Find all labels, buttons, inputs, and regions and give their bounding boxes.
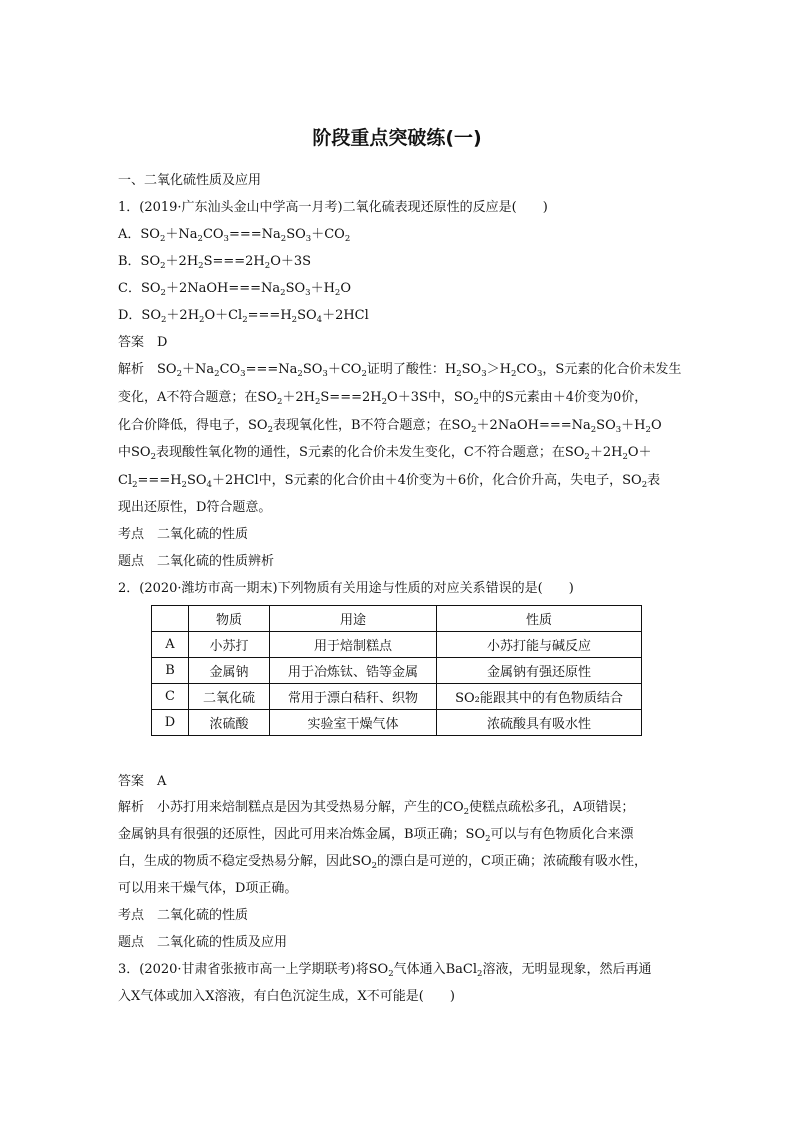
- text-run: ＋CO: [311, 227, 345, 242]
- subscript: 2: [132, 480, 138, 490]
- table-cell: 浓硫酸: [189, 710, 270, 736]
- text-run: 解析 SO: [118, 362, 177, 377]
- subscript: 2: [590, 425, 597, 435]
- subscript: 4: [206, 480, 212, 490]
- question-1-analysis-line: [118, 499, 271, 517]
- text-run: Cl: [118, 473, 133, 488]
- table-header-cell: [152, 606, 189, 632]
- subscript: 2: [291, 315, 298, 325]
- text-run: ===H: [137, 473, 182, 488]
- text-run: ＋2NaOH===Na: [476, 418, 591, 433]
- subscript: 3: [305, 234, 312, 244]
- question-1-option-c: [118, 280, 351, 298]
- table-cell: D: [152, 710, 189, 736]
- question-1-option-b: [118, 253, 311, 271]
- question-2-analysis-line: [118, 799, 634, 817]
- subscript: 2: [199, 315, 205, 325]
- text-run: CO: [516, 362, 537, 377]
- subscript: 3: [223, 234, 229, 244]
- subscript: 2: [276, 397, 283, 407]
- text-run: 使糕点疏松多孔，A项错误；: [469, 800, 635, 815]
- subscript: 3: [322, 369, 328, 379]
- table-row: [152, 632, 642, 658]
- table-cell: 实验室干燥气体: [270, 710, 437, 736]
- text-run: 可以用来干燥气体，D项正确。: [118, 881, 298, 896]
- table-cell: 浓硫酸具有吸水性: [437, 710, 642, 736]
- text-run: S===2H: [203, 254, 265, 269]
- text-run: ===H: [247, 308, 292, 323]
- text-run: 气体通入BaCl: [393, 962, 478, 977]
- table-cell: C: [152, 684, 189, 710]
- question-3-stem-line: [118, 988, 455, 1006]
- text-run: 的漂白是可逆的，C项正确；浓硫酸有吸水性，: [377, 854, 647, 869]
- question-1-analysis-line: [118, 389, 647, 407]
- text-run: B．SO: [118, 254, 161, 269]
- table-header-row: [152, 606, 642, 632]
- question-2-tidian: 题点 二氧化硫的性质及应用: [118, 935, 288, 950]
- text-run: ＋2H: [166, 308, 200, 323]
- table-cell: 常用于漂白秸秆、织物: [270, 684, 437, 710]
- question-2-stem: 2．(2020·潍坊市高一期末)下列物质有关用途与性质的对应关系错误的是( ): [118, 581, 574, 596]
- text-run: D．SO: [118, 308, 161, 323]
- question-2-answer: 答案 A: [118, 774, 167, 789]
- text-run: ＋2H: [282, 390, 315, 405]
- table-cell: 用于焙制糕点: [270, 632, 437, 658]
- text-run: ＋H: [621, 418, 646, 433]
- table-cell: 小苏打: [189, 632, 270, 658]
- text-run: 中SO: [118, 445, 151, 460]
- text-run: O＋Cl: [204, 308, 243, 323]
- subscript: 2: [242, 315, 248, 325]
- text-run: SO: [186, 473, 207, 488]
- text-run: ＋2H: [165, 254, 199, 269]
- text-run: 金属钠具有很强的还原性，因此可用来冶炼金属，B项正确；SO: [118, 827, 486, 842]
- table-row: [152, 684, 642, 710]
- subscript: 2: [297, 369, 303, 379]
- text-run: SO: [285, 281, 306, 296]
- text-run: 中的S元素由＋4价变为0价，: [478, 390, 648, 405]
- text-run: ＋H: [310, 281, 335, 296]
- question-1-tidian: 题点 二氧化硫的性质辨析: [118, 554, 275, 569]
- text-run: S===2H: [320, 390, 382, 405]
- question-1-analysis-line: [118, 472, 660, 490]
- question-2-table: [151, 605, 642, 736]
- question-2-analysis-line: [118, 880, 297, 898]
- text-run: 现出还原性，D符合题意。: [118, 500, 272, 515]
- subscript: 2: [267, 425, 273, 435]
- text-run: CO: [219, 362, 241, 377]
- question-1-answer: 答案 D: [118, 335, 168, 350]
- text-run: ＋2HCl中，S元素的化合价由＋4价变为＋6价，化合价升高，失电子，SO: [211, 473, 642, 488]
- subscript: 3: [305, 288, 311, 298]
- table-cell: B: [152, 658, 189, 684]
- question-1-analysis-line: [118, 361, 681, 379]
- text-run: 可以与有色物质化合来漂: [490, 827, 634, 842]
- subscript: 2: [388, 969, 394, 979]
- text-run: ＋CO: [327, 362, 362, 377]
- subscript: 3: [615, 425, 622, 435]
- subscript: 2: [485, 834, 491, 844]
- text-run: ===Na: [245, 362, 298, 377]
- text-run: 变化，A不符合题意；在SO: [118, 390, 277, 405]
- subscript: 2: [584, 452, 590, 462]
- text-run: ＋2HCl: [322, 308, 369, 323]
- subscript: 3: [481, 369, 487, 379]
- text-run: C．SO: [118, 281, 161, 296]
- subscript: 2: [160, 261, 166, 271]
- text-run: 入X气体或加入X溶液，有白色沉淀生成，X不可能是( ): [118, 989, 455, 1004]
- subscript: 2: [314, 397, 321, 407]
- text-run: 白，生成的物质不稳定受热易分解，因此SO: [118, 854, 372, 869]
- text-run: SO: [286, 227, 306, 242]
- text-run: ===Na: [228, 227, 281, 242]
- subscript: 2: [381, 397, 388, 407]
- subscript: 2: [622, 452, 628, 462]
- table-header-cell: 性质: [437, 606, 642, 632]
- question-1-analysis-line: [118, 417, 662, 435]
- text-run: A．SO: [118, 227, 160, 242]
- text-run: 解析 小苏打用来焙制糕点是因为其受热易分解，产生的CO: [118, 800, 464, 815]
- table-cell: 二氧化硫: [189, 684, 270, 710]
- table-cell: 金属钠: [189, 658, 270, 684]
- text-run: O＋: [627, 445, 652, 460]
- table-header-cell: 物质: [189, 606, 270, 632]
- text-run: 表现氧化性，B不符合题意；在SO: [273, 418, 472, 433]
- subscript: 2: [641, 480, 648, 490]
- text-run: 证明了酸性：H: [366, 362, 457, 377]
- text-run: CO: [202, 227, 224, 242]
- text-run: O＋3S: [270, 254, 312, 269]
- question-2-kaodian: 考点 二氧化硫的性质: [118, 908, 249, 923]
- subscript: 2: [463, 807, 470, 817]
- subscript: 2: [150, 452, 156, 462]
- subscript: 2: [280, 234, 287, 244]
- table-cell: 用于冶炼钛、锆等金属: [270, 658, 437, 684]
- subscript: 3: [537, 369, 543, 379]
- text-run: 3．(2020·甘肃省张掖市高一上学期联考)将SO: [118, 962, 389, 977]
- table-row: [152, 710, 642, 736]
- subscript: 2: [471, 425, 477, 435]
- text-run: ＋2H: [589, 445, 623, 460]
- text-run: O: [650, 418, 662, 433]
- text-run: ＞H: [486, 362, 511, 377]
- question-1-kaodian: 考点 二氧化硫的性质: [118, 527, 249, 542]
- text-run: ，S元素的化合价未发生: [542, 362, 682, 377]
- subscript: 2: [160, 288, 166, 298]
- text-run: SO: [297, 308, 317, 323]
- text-run: 化合价降低，得电子，SO: [118, 418, 268, 433]
- subscript: 4: [316, 315, 323, 325]
- text-run: O: [340, 281, 351, 296]
- text-run: SO: [302, 362, 323, 377]
- question-1-stem: 1．(2019·广东汕头金山中学高一月考)二氧化硫表现还原性的反应是( ): [118, 200, 548, 215]
- text-run: ＋Na: [182, 362, 215, 377]
- text-run: SO: [461, 362, 482, 377]
- subscript: 2: [197, 234, 203, 244]
- table-row: [152, 658, 642, 684]
- text-run: O＋3S中，SO: [387, 390, 474, 405]
- subscript: 2: [344, 234, 351, 244]
- text-run: 溶液，无明显现象，然后再通: [482, 962, 652, 977]
- subscript: 2: [264, 261, 271, 271]
- subscript: 2: [198, 261, 204, 271]
- subscript: 2: [176, 369, 182, 379]
- subscript: 2: [510, 369, 517, 379]
- text-run: ＋2NaOH===Na: [165, 281, 281, 296]
- table-cell: A: [152, 632, 189, 658]
- subscript: 2: [361, 369, 367, 379]
- question-1-option-a: [118, 226, 350, 244]
- subscript: 2: [645, 425, 651, 435]
- question-3-stem-line: [118, 961, 651, 979]
- question-1-analysis-line: [118, 444, 652, 462]
- page-title: 阶段重点突破练(一): [312, 127, 482, 149]
- subscript: 2: [280, 288, 286, 298]
- subscript: 2: [334, 288, 341, 298]
- question-2-analysis-line: [118, 853, 647, 871]
- text-run: 表现酸性氧化物的通性，S元素的化合价未发生变化，C不符合题意；在SO: [156, 445, 585, 460]
- subscript: 2: [473, 397, 479, 407]
- table-header-cell: 用途: [270, 606, 437, 632]
- subscript: 2: [159, 234, 166, 244]
- table-cell: 小苏打能与碱反应: [437, 632, 642, 658]
- subscript: 2: [161, 315, 167, 325]
- subscript: 2: [477, 969, 483, 979]
- table-cell: SO₂能跟其中的有色物质结合: [437, 684, 642, 710]
- subscript: 3: [240, 369, 246, 379]
- subscript: 2: [214, 369, 220, 379]
- subscript: 2: [371, 861, 377, 871]
- text-run: SO: [596, 418, 616, 433]
- question-1-option-d: [118, 307, 369, 325]
- subscript: 2: [181, 480, 187, 490]
- text-run: 表: [647, 473, 661, 488]
- subscript: 2: [456, 369, 462, 379]
- table-cell: 金属钠有强还原性: [437, 658, 642, 684]
- text-run: ＋Na: [165, 227, 198, 242]
- question-2-analysis-line: [118, 826, 634, 844]
- section-heading: 一、二氧化硫性质及应用: [118, 173, 262, 188]
